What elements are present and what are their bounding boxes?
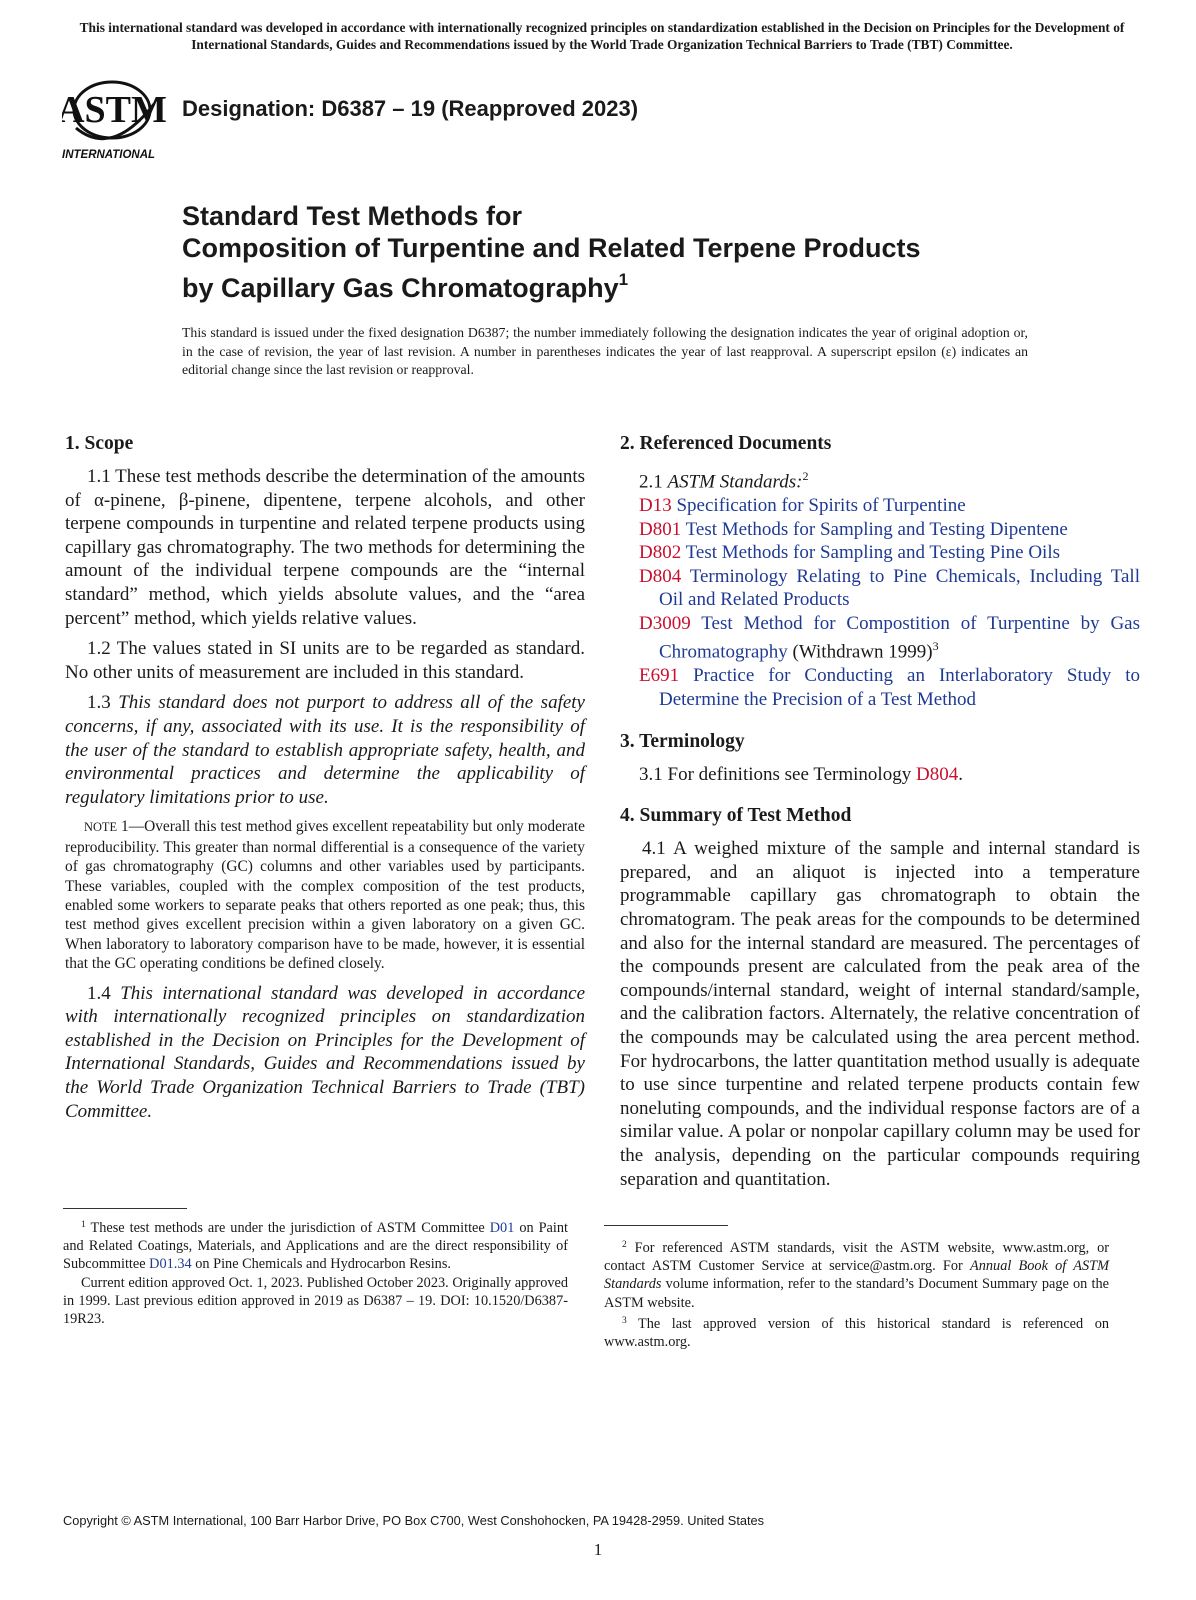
ref-d13[interactable] [620,494,1140,518]
left-column [65,432,585,1130]
footnote-2-mark: 2 [622,1240,627,1250]
ref-title[interactable]: Test Methods for Sampling and Testing Dipentene [685,518,1068,540]
para-1-1: 1.1 These test methods describe the determination of the amounts of α-pinene, β-pinene, dipentene, terpene alcohols, and other terpene compounds in turpentine and related terpene products using capillary gas chromatography. The two methods for determining the amount of the individual terpene compounds are the “internal standard” method, which yields absolute values, and the “area percent” method, which yields relative values. [65,466,585,629]
para-3-1-text: 3.1 For definitions see Terminology [639,763,916,785]
ref-title[interactable]: Specification for Spirits of Turpentine [676,494,966,516]
section-referenced-heading: 2. Referenced Documents [620,433,832,454]
ref-title[interactable]: Terminology Relating to Pine Chemicals, Including Tall Oil and Related Products [659,565,1140,611]
title-line-3: by Capillary Gas Chromatography [182,273,619,303]
para-1-4-text: This international standard was developed in accordance with internationally recognized principles on standardization established in the Decision on Principles for the Development of International Standards, Guides and Recommendations issued by the World Trade Organization Technical Barriers to Trade (TBT) Committee. [65,982,585,1122]
note-1 [65,817,585,973]
ref-e691[interactable] [620,664,1140,711]
ref-code[interactable]: D3009 [639,612,691,634]
footnote-link-d01[interactable]: D01 [489,1220,515,1236]
para-1-3-number: 1.3 [87,692,111,714]
ref-code[interactable]: D804 [639,565,682,587]
title-footnote-mark: 1 [618,270,629,289]
para-1-3 [65,691,585,809]
footnote-2-text-b: volume information, refer to the standard’s Document Summary page on the ASTM website. [604,1276,1109,1311]
para-3-1 [639,763,1140,787]
ref-title[interactable]: Practice for Conducting an Interlaboratory Study to Determine the Precision of a Test Method [659,665,1140,710]
footnotes-right [604,1236,1109,1351]
note-number: 1 [121,818,129,836]
footnote-3-mark: 3 [622,1315,627,1326]
ref-d804[interactable] [620,565,1140,612]
astm-standards-text: ASTM Standards: [667,471,803,493]
para-1-4-number: 1.4 [87,982,111,1004]
footnote-2-text-a: For referenced ASTM standards, visit the ASTM website, www.astm.org, or contact ASTM Customer Service at service@astm.org. For [604,1240,1109,1275]
page-number: 1 [593,1540,603,1559]
footnote-1-text-c: on Pine Chemicals and Hydrocarbon Resins. [191,1256,451,1273]
footnote-1-text-b: on Paint and Related Coatings, Materials, and Applications and are the direct responsibility of Subcommittee [63,1220,568,1273]
terminology-link[interactable]: D804 [915,763,959,785]
astm-logo-icon [62,70,174,166]
note-label: NOTE [84,820,118,835]
para-1-4 [65,982,585,1124]
ref-suffix: (Withdrawn 1999) [787,641,933,663]
page-title [182,200,1142,304]
title-line-1: Standard Test Methods for [182,201,523,231]
designation: Designation: D6387 – 19 (Reapproved 2023) [182,96,639,121]
ref-title[interactable]: Test Methods for Sampling and Testing Pine Oils [685,542,1060,564]
footnotes-left [63,1216,568,1328]
logo-text: ASTM [62,89,167,131]
footnote-3 [604,1312,1109,1351]
footnote-divider-left [63,1208,187,1209]
astm-standards-label [639,465,1140,494]
ref-code[interactable]: D13 [639,494,672,516]
para-1-3-text: This standard does not purport to address all of the safety concerns, if any, associated with its use. It is the responsibility of the user of the standard to establish appropriate safety, health, and environmental practices and determine the applicability of regulatory limitations prior to use. [65,692,585,808]
ref-d802[interactable] [620,541,1140,565]
ref-d3009[interactable] [620,612,1140,665]
footnote-divider-right [604,1225,728,1226]
footnote-2 [604,1236,1109,1312]
note-text: —Overall this test method gives excellent repeatability but only moderate reproducibility. This greater than normal differential is a consequence of the variety of gas chromatography (GC) columns and other variables used by participants. These variables, coupled with the complex composition of the test products, enabled some workers to separate peaks that others reported as one peak; thus, this test method gives excellent precision within a given laboratory on a given GC. When laboratory to laboratory comparison have to be made, however, it is essential that the GC operating conditions be defined closely. [65,818,585,973]
astm-standards-number: 2.1 [639,471,663,493]
footnote-link-d01-34[interactable]: D01.34 [149,1256,192,1273]
ref-code[interactable]: D802 [639,542,682,564]
footnote-2-italic: Annual Book of ASTM Standards [604,1258,1109,1293]
logo-subtext: INTERNATIONAL [62,149,156,161]
title-line-2: Composition of Turpentine and Related Terpene Products [182,233,921,263]
header-note: This international standard was developed in accordance with internationally recognized principles on standardization established in the Decision on Principles for the Development of International Standards, Guides and Recommendations issued by the World Trade Organization Technical Barriers to Trade (TBT) Committee. [79,20,1125,52]
ref-code[interactable]: E691 [639,665,680,687]
footnote-1 [63,1216,568,1274]
ref-code[interactable]: D801 [639,518,682,540]
section-scope-heading: 1. Scope [65,433,134,454]
section-terminology-heading: 3. Terminology [620,730,745,752]
footnote-3-text: The last approved version of this historical standard is referenced on www.astm.org. [604,1315,1109,1351]
ref-d801[interactable] [620,518,1140,542]
footnote-1-mark: 1 [81,1220,86,1230]
para-1-2: 1.2 The values stated in SI units are to be regarded as standard. No other units of measurement are included in this standard. [65,638,585,683]
footnote-1-text-a: These test methods are under the jurisdiction of ASTM Committee [85,1220,490,1236]
intro-note: This standard is issued under the fixed designation D6387; the number immediately following the designation indicates the year of original adoption or, in the case of revision, the year of last revision. A number in parentheses indicates the year of last reapproval. A superscript epsilon (ε) indicates an editorial change since the last revision or reapproval. [182,325,1028,377]
copyright-footer: Copyright © ASTM International, 100 Barr Harbor Drive, PO Box C700, West Conshohocken, PA 19428-2959. United States [63,1513,765,1528]
right-column [620,432,1140,1198]
ref-title[interactable]: Test Method for Compostition of Turpentine by Gas Chromatography [659,612,1140,663]
astm-standards-mark: 2 [802,469,809,483]
footnote-1-edition: Current edition approved Oct. 1, 2023. Published October 2023. Originally approved in 1999. Last previous edition approved in 2019 as D6387 – 19. DOI: 10.1520/D6387-19R23. [63,1274,568,1328]
section-summary-heading: 4. Summary of Test Method [620,805,852,827]
ref-mark: 3 [932,639,939,654]
para-3-1-end: . [958,763,963,785]
para-4-1: 4.1 A weighed mixture of the sample and internal standard is prepared, and an aliquot is injected into a temperature programmable capillary gas chromatograph to obtain the chromatogram. The peak areas for the compounds to be determined and also for the internal standard are measured. The percentages of the compounds present are calculated from the peak area of the compounds/internal standard, weight of internal standard/sample, and the calibration factors. Alternately, the relative concentration of the compounds may be calculated using the area percent method. For hydrocarbons, the latter quantitation method usually is adequate to use since turpentine and related terpene products contain few noneluting compounds, and the individual response factors are of a similar value. A polar or nonpolar capillary column may be used for the analysis, depending on the particular compounds requiring separation and quantitation. [620,838,1140,1190]
